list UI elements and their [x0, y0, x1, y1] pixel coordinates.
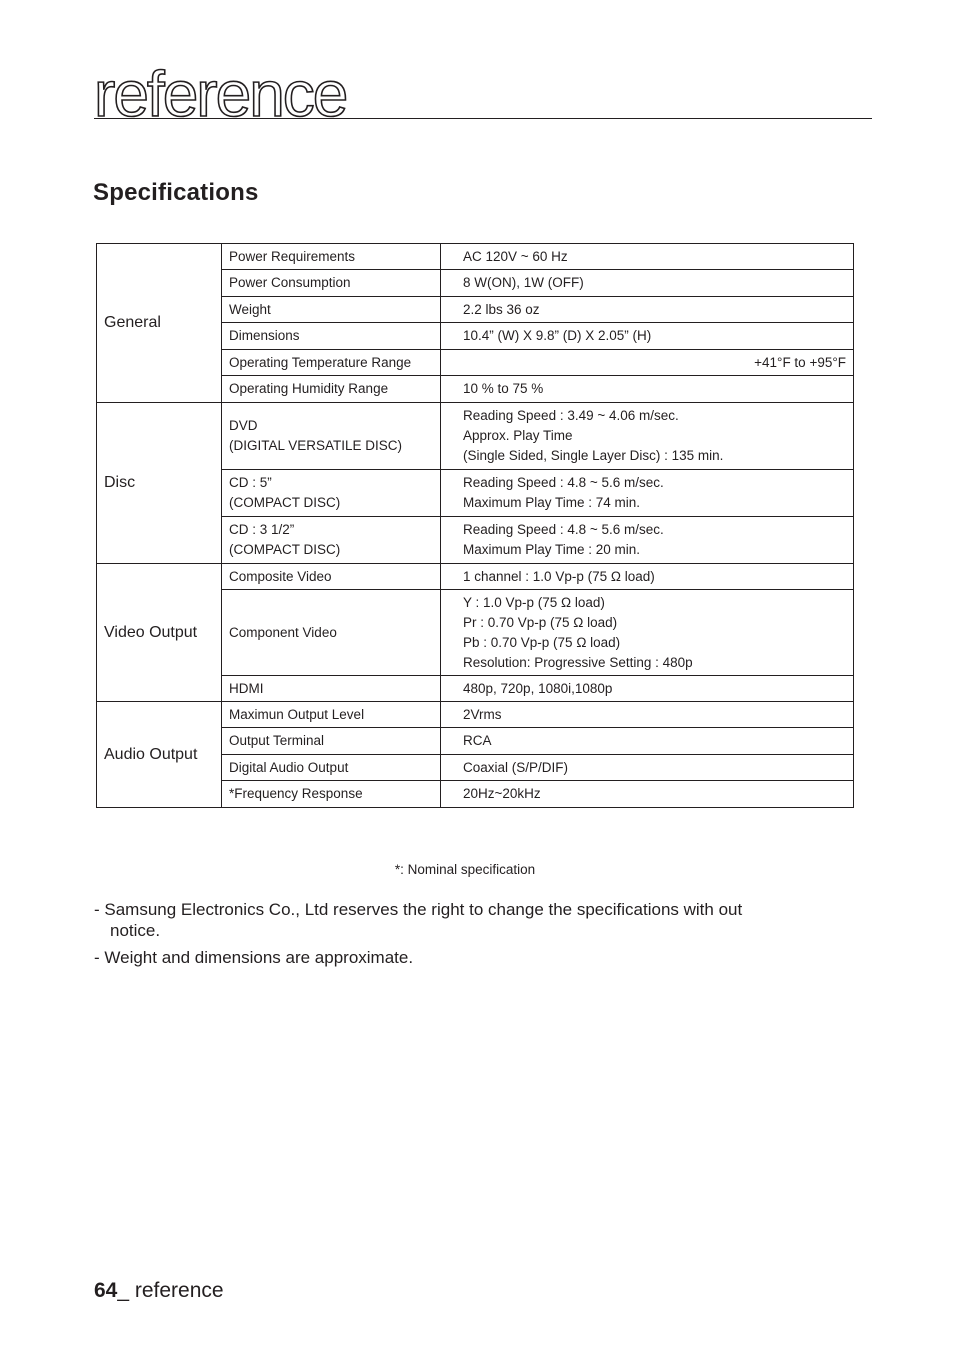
spec-value-line: 2Vrms	[463, 706, 502, 722]
note-item: - Weight and dimensions are approximate.	[94, 948, 414, 967]
spec-item	[222, 270, 441, 297]
spec-item-line: Dimensions	[229, 328, 300, 343]
spec-value-line: Y : 1.0 Vp-p (75 Ω load)	[463, 594, 605, 610]
spec-item	[222, 564, 441, 590]
spec-value	[441, 350, 854, 376]
spec-item-line: Digital Audio Output	[229, 759, 349, 775]
page-label: _ reference	[117, 1279, 224, 1302]
spec-value-line: 8 W(ON), 1W (OFF)	[463, 275, 584, 290]
spec-value-line: (Single Sided, Single Layer Disc) : 135 min.	[463, 448, 724, 463]
chapter-title: reference	[94, 58, 347, 130]
spec-item	[222, 323, 441, 350]
spec-item	[222, 781, 441, 808]
spec-category: Disc	[97, 403, 222, 564]
spec-value	[441, 702, 854, 728]
spec-item	[222, 702, 441, 728]
spec-value-line: Pr : 0.70 Vp-p (75 Ω load)	[463, 614, 618, 630]
spec-item	[222, 376, 441, 403]
spec-value	[441, 297, 854, 323]
spec-row	[97, 702, 854, 728]
spec-item	[222, 403, 441, 470]
spec-item-line: Power Consumption	[229, 275, 351, 290]
spec-item-line: (COMPACT DISC)	[229, 542, 341, 557]
spec-item-line: HDMI	[229, 680, 264, 696]
footnote: *: Nominal specification	[394, 862, 536, 877]
specifications-table-body	[97, 244, 854, 808]
spec-value-line: 1 channel : 1.0 Vp-p (75 Ω load)	[463, 568, 655, 584]
spec-value-line: 2.2 lbs 36 oz	[463, 301, 540, 317]
spec-item	[222, 517, 441, 564]
spec-item-line: Weight	[229, 301, 271, 317]
spec-value	[441, 376, 854, 403]
spec-category: General	[97, 244, 222, 403]
spec-item	[222, 590, 441, 676]
spec-value-line: Reading Speed : 3.49 ~ 4.06 m/sec.	[463, 408, 679, 423]
spec-value-line: Coaxial (S/P/DIF)	[463, 759, 569, 775]
spec-value-line: Maximum Play Time : 20 min.	[463, 542, 641, 557]
spec-category: Audio Output	[97, 702, 222, 808]
specifications-table	[96, 243, 854, 808]
spec-item-line: Operating Humidity Range	[229, 381, 389, 396]
spec-value-line: Maximum Play Time : 74 min.	[463, 495, 641, 510]
spec-value	[441, 403, 854, 470]
spec-item	[222, 244, 441, 270]
spec-value	[441, 781, 854, 808]
spec-value	[441, 323, 854, 350]
spec-value	[441, 564, 854, 590]
spec-value	[441, 244, 854, 270]
spec-value-line: AC 120V ~ 60 Hz	[463, 248, 568, 264]
page-footer	[94, 1279, 224, 1303]
spec-value	[441, 517, 854, 564]
spec-value-line: 480p, 720p, 1080i,1080p	[463, 680, 613, 696]
spec-item-line: *Frequency Response	[229, 786, 363, 801]
spec-item-line: Component Video	[229, 624, 337, 640]
spec-value	[441, 676, 854, 702]
spec-item-line: (DIGITAL VERSATILE DISC)	[229, 438, 403, 453]
spec-value	[441, 470, 854, 517]
spec-item	[222, 350, 441, 376]
spec-item-line: CD : 5”	[229, 475, 272, 490]
spec-item	[222, 470, 441, 517]
spec-row	[97, 403, 854, 470]
section-title: Specifications	[93, 179, 259, 206]
spec-item	[222, 755, 441, 781]
notes	[94, 899, 774, 974]
chapter-rule	[94, 118, 872, 119]
spec-value-line: Resolution: Progressive Setting : 480p	[463, 654, 693, 670]
spec-row	[97, 564, 854, 590]
spec-item-line: Maximun Output Level	[229, 706, 365, 722]
spec-value	[441, 270, 854, 297]
spec-item-line: Power Requirements	[229, 248, 356, 264]
spec-item	[222, 676, 441, 702]
spec-value	[441, 590, 854, 676]
spec-item-line: CD : 3 1/2”	[229, 522, 295, 537]
spec-value-line: RCA	[463, 733, 492, 748]
spec-value-line: 10.4” (W) X 9.8” (D) X 2.05” (H)	[463, 328, 652, 343]
spec-value-line: 10 % to 75 %	[463, 381, 544, 396]
spec-item-line: (COMPACT DISC)	[229, 495, 341, 510]
spec-item-line: Output Terminal	[229, 733, 325, 748]
spec-value-line: Reading Speed : 4.8 ~ 5.6 m/sec.	[463, 522, 664, 537]
spec-value	[441, 755, 854, 781]
spec-value-line: 20Hz~20kHz	[463, 786, 541, 801]
spec-item	[222, 297, 441, 323]
spec-item-line: Operating Temperature Range	[229, 354, 412, 370]
spec-item	[222, 728, 441, 755]
spec-value-line: Pb : 0.70 Vp-p (75 Ω load)	[463, 634, 621, 650]
page-number: 64	[94, 1279, 118, 1302]
note-item: - Samsung Electronics Co., Ltd reserves the right to change the specifications with out notice.	[94, 900, 743, 940]
spec-category: Video Output	[97, 564, 222, 702]
spec-value-line: Reading Speed : 4.8 ~ 5.6 m/sec.	[463, 475, 664, 490]
spec-item-line: Composite Video	[229, 568, 332, 584]
spec-value-line: Approx. Play Time	[463, 428, 573, 443]
spec-value-line: +41°F to +95°F	[754, 354, 846, 370]
spec-item-line: DVD	[229, 418, 258, 433]
spec-row	[97, 244, 854, 270]
spec-value	[441, 728, 854, 755]
